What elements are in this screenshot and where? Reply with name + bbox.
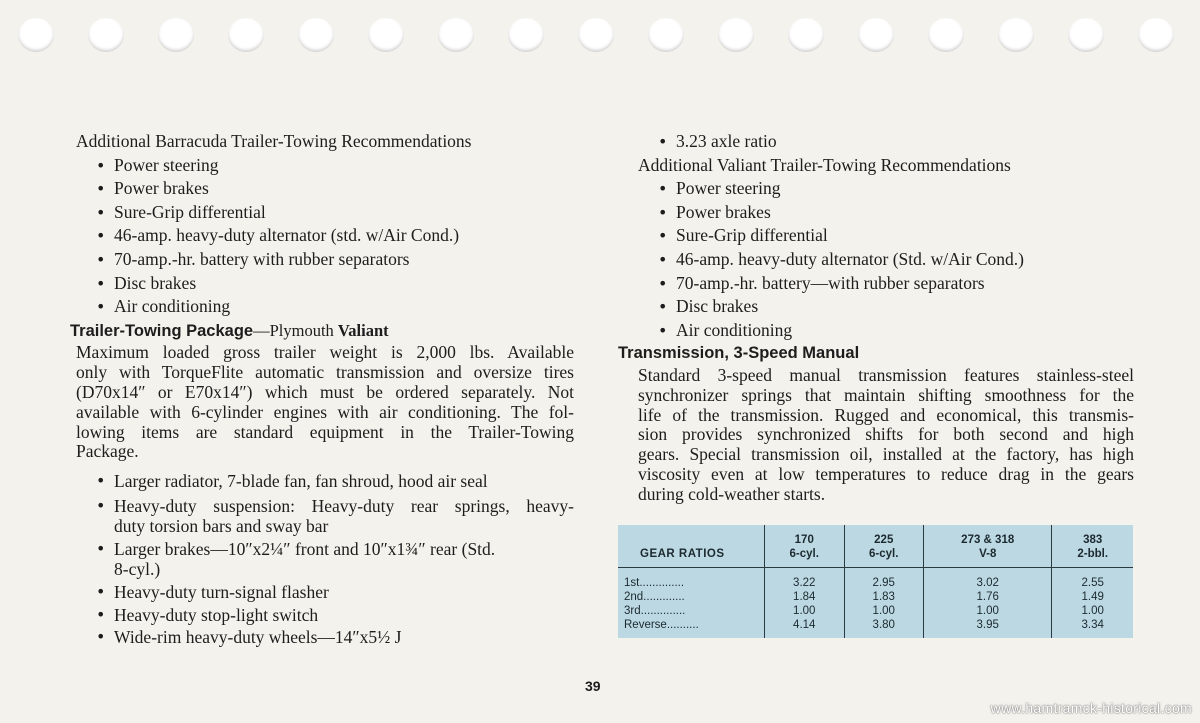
paragraph-line: synchronizer springs that maintain shifting smoothness for the: [638, 384, 1134, 405]
paragraph-line: during cold-weather starts.: [638, 483, 826, 504]
trailer-towing-package-heading: [70, 319, 574, 344]
table-cell: 3.22: [765, 568, 845, 591]
paragraph-line: available with 6-cylinder engines with air conditioning. The fol-: [76, 401, 574, 422]
table-cell: 2.95: [844, 568, 924, 591]
binder-punch-holes: [0, 18, 1200, 58]
paragraph-line: sion provides synchronized shifts for both second and high: [638, 424, 1134, 445]
table-row: [618, 568, 1133, 591]
table-row: [618, 604, 1133, 618]
table-cell: 1.00: [844, 604, 924, 618]
list-item: • Disc brakes: [654, 295, 1134, 319]
punch-hole: [998, 18, 1034, 52]
punch-hole: [88, 18, 124, 52]
table-cell: 1.83: [844, 590, 924, 604]
barracuda-recommendations-heading: Additional Barracuda Trailer-Towing Recommendations: [76, 131, 472, 151]
valiant-recommendations-list: [638, 177, 1134, 342]
list-item: • Sure-Grip differential: [92, 201, 574, 225]
column-header-line: 6-cyl.: [789, 548, 819, 560]
row-label: 3rd..............: [624, 605, 686, 617]
paragraph-line: life of the transmission. Rugged and economical, this transmis-: [638, 404, 1134, 425]
transmission-heading: Transmission, 3-Speed Manual: [618, 344, 860, 363]
column-header-line: 170: [794, 534, 814, 546]
punch-hole: [928, 18, 964, 52]
punch-hole: [368, 18, 404, 52]
punch-hole: [298, 18, 334, 52]
section-title: Trailer-Towing Package: [70, 321, 254, 340]
paragraph-line: lowing items are standard equipment in the Trailer-Towing: [76, 421, 574, 442]
valiant-recommendations-heading: Additional Valiant Trailer-Towing Recommendations: [638, 154, 1011, 175]
gear-ratios-table: [618, 525, 1133, 638]
paragraph-line: only with TorqueFlite automatic transmission and oversize tires: [76, 362, 574, 383]
punch-hole: [1138, 18, 1174, 52]
table-row: [618, 618, 1133, 638]
list-item: • Power steering: [92, 154, 574, 178]
paragraph-line: Maximum loaded gross trailer weight is 2,000 lbs. Available: [76, 342, 574, 363]
list-item: • 46-amp. heavy-duty alternator (std. w/Air Cond.): [92, 224, 574, 248]
list-item-line: • Heavy-duty suspension: Heavy-duty rear springs, heavy-: [114, 495, 574, 516]
list-item: • Air conditioning: [654, 319, 1134, 343]
table-cell: 3.95: [924, 618, 1052, 638]
punch-hole: [438, 18, 474, 52]
punch-hole: [18, 18, 54, 52]
table-cell: 1.49: [1052, 590, 1133, 604]
list-item-line: • Wide-rim heavy-duty wheels—14″x5½ J: [114, 627, 402, 648]
paragraph-line: gears. Special transmission oil, installed at the factory, has high: [638, 444, 1134, 465]
paragraph-line: (D70x14″ or E70x14″) which must be ordered separately. Not: [76, 381, 574, 402]
list-item: [92, 495, 574, 536]
table-header-row: [618, 525, 1133, 568]
paragraph-line: Standard 3-speed manual transmission features stainless-steel: [638, 364, 1134, 385]
paragraph-line: Package.: [76, 441, 139, 462]
row-label: 2nd.............: [624, 591, 685, 603]
list-item: [92, 626, 574, 648]
list-item: • Power brakes: [92, 177, 574, 201]
column-header-line: 2-bbl.: [1077, 548, 1109, 560]
punch-hole: [858, 18, 894, 52]
column-header: [1052, 525, 1133, 568]
punch-hole: [718, 18, 754, 52]
list-item: • 3.23 axle ratio: [654, 130, 1134, 154]
column-header-line: V-8: [979, 548, 997, 560]
punch-hole: [1068, 18, 1104, 52]
list-item: • Power steering: [654, 177, 1134, 201]
column-header-gear-ratios: GEAR RATIOS: [618, 525, 765, 568]
watermark: www.hamtramck-historical.com: [990, 700, 1192, 716]
trailer-towing-package-paragraph: [76, 343, 574, 462]
list-item: • Power brakes: [654, 201, 1134, 225]
transmission-paragraph: [638, 366, 1134, 505]
table-cell: 1.00: [765, 604, 845, 618]
table-cell: 1.00: [1052, 604, 1133, 618]
model-name: Valiant: [337, 320, 389, 340]
list-item: [92, 604, 574, 626]
table-row: [618, 590, 1133, 604]
column-header: [844, 525, 924, 568]
left-column: [70, 130, 574, 649]
paragraph-line: viscosity even at low temperatures to reduce drag in the gears: [638, 463, 1134, 484]
page-number: 39: [585, 678, 601, 694]
column-header: [765, 525, 845, 568]
right-column: [618, 130, 1134, 505]
column-header-line: 383: [1083, 534, 1103, 546]
list-item-line: 8-cyl.): [114, 559, 161, 580]
list-item: [92, 581, 574, 603]
list-item: • 46-amp. heavy-duty alternator (Std. w/Air Cond.): [654, 248, 1134, 272]
list-item-line: • Heavy-duty turn-signal flasher: [114, 582, 329, 603]
punch-hole: [158, 18, 194, 52]
list-item: • Air conditioning: [92, 295, 574, 319]
table-cell: 3.02: [924, 568, 1052, 591]
column-header-line: 225: [874, 534, 894, 546]
list-item: [92, 538, 574, 579]
package-equipment-list: [76, 470, 574, 648]
table-cell: 4.14: [765, 618, 845, 638]
barracuda-recommendations-list: [76, 154, 574, 319]
table-cell: 1.76: [924, 590, 1052, 604]
list-item-line: • Heavy-duty stop-light switch: [114, 604, 319, 625]
list-item-line: • Larger brakes—10″x2¼″ front and 10″x1¾″ rear (Std.: [114, 538, 496, 559]
list-item: • Sure-Grip differential: [654, 224, 1134, 248]
column-header-line: 6-cyl.: [869, 548, 899, 560]
punch-hole: [228, 18, 264, 52]
list-item-line: • Larger radiator, 7-blade fan, fan shroud, hood air seal: [114, 471, 488, 492]
model-prefix: —Plymouth: [253, 320, 338, 340]
list-item-line: duty torsion bars and sway bar: [114, 515, 329, 536]
table-cell: 1.00: [924, 604, 1052, 618]
column-header-line: 273 & 318: [961, 534, 1015, 546]
table-cell: 2.55: [1052, 568, 1133, 591]
row-label: Reverse..........: [624, 619, 699, 631]
row-label: 1st..............: [624, 577, 685, 589]
list-item: [92, 470, 574, 492]
table-cell: 3.34: [1052, 618, 1133, 638]
list-item: • 70-amp.-hr. battery—with rubber separators: [654, 272, 1134, 296]
punch-hole: [788, 18, 824, 52]
table-cell: 1.84: [765, 590, 845, 604]
list-item: • 70-amp.-hr. battery with rubber separators: [92, 248, 574, 272]
punch-hole: [508, 18, 544, 52]
list-item: • Disc brakes: [92, 272, 574, 296]
column-header: [924, 525, 1052, 568]
punch-hole: [648, 18, 684, 52]
table-cell: 3.80: [844, 618, 924, 638]
punch-hole: [578, 18, 614, 52]
